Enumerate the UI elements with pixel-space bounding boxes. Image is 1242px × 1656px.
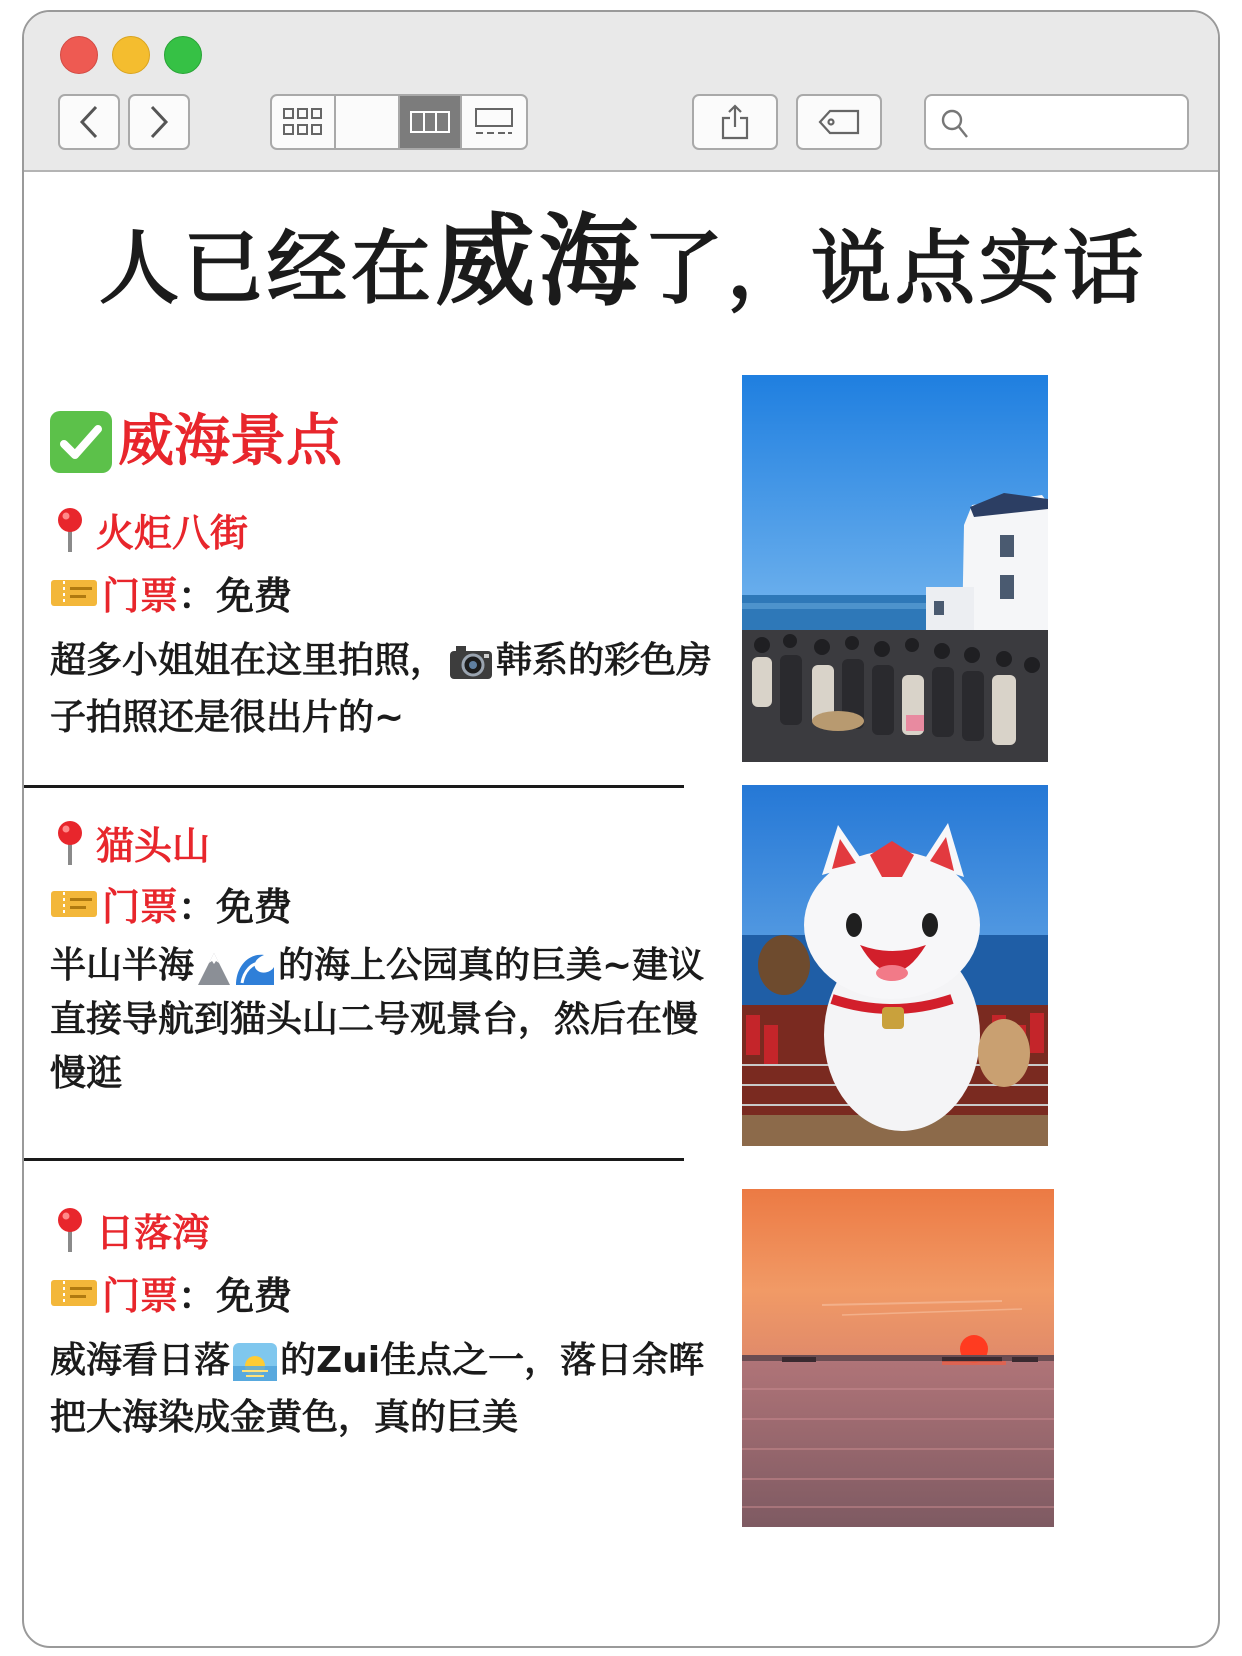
camera-icon <box>448 642 494 682</box>
check-mark-icon <box>50 411 112 473</box>
column-view-button[interactable] <box>400 96 462 148</box>
sunrise-icon <box>232 1342 278 1382</box>
section-divider <box>24 785 684 788</box>
headline-part-1: 人已经在 <box>99 222 435 315</box>
tag-button[interactable] <box>796 94 882 150</box>
spot-description: 半山半海 的海上公园真的巨美~建议直接导航到猫头山二号观景台，然后在慢慢逛 <box>50 945 705 1094</box>
spot-description: 超多小姐姐在这里拍照， 韩系的彩色房子拍照还是很出片的~ <box>50 640 713 738</box>
window-toolbar <box>24 12 1218 172</box>
page-headline <box>24 203 1220 320</box>
location-pin-icon <box>50 1206 90 1254</box>
chevron-right-icon <box>148 104 170 140</box>
search-icon <box>940 108 970 140</box>
column-view-icon <box>409 110 451 134</box>
section-title <box>50 407 342 477</box>
zoom-window-button[interactable] <box>164 36 202 74</box>
spot-name: 火炬八街 <box>96 511 249 555</box>
ticket-icon <box>50 1277 98 1309</box>
ticket-row <box>50 1265 730 1320</box>
ticket-row <box>50 876 730 931</box>
spot-photo-3 <box>742 1189 1054 1527</box>
ticket-label: 门票 <box>102 885 179 929</box>
spot-name-row <box>50 1202 730 1257</box>
share-button[interactable] <box>692 94 778 150</box>
gallery-view-icon <box>473 107 515 137</box>
share-icon <box>720 103 750 141</box>
close-window-button[interactable] <box>60 36 98 74</box>
ticket-icon <box>50 577 98 609</box>
ticket-icon <box>50 888 98 920</box>
spot-card-2 <box>50 815 730 1101</box>
grid-view-button[interactable] <box>272 96 336 148</box>
ticket-value: ：免费 <box>178 1274 293 1318</box>
view-mode-segmented-control <box>270 94 528 150</box>
headline-part-3: 了，说点实话 <box>643 222 1147 315</box>
mountain-wave-icon <box>196 947 276 987</box>
ticket-label: 门票 <box>102 574 179 618</box>
back-button[interactable] <box>58 94 120 150</box>
chevron-left-icon <box>78 104 100 140</box>
spot-photo-1 <box>742 375 1048 762</box>
spot-photo-2 <box>742 785 1048 1146</box>
browser-window <box>22 10 1220 1648</box>
ticket-row <box>50 565 730 620</box>
search-field[interactable] <box>924 94 1189 150</box>
spot-name: 猫头山 <box>96 824 211 868</box>
ticket-label: 门票 <box>102 1274 179 1318</box>
location-pin-icon <box>50 506 90 554</box>
section-title-text: 威海景点 <box>118 409 342 474</box>
tag-icon <box>818 108 860 136</box>
ticket-value: ：免费 <box>178 885 293 929</box>
spot-name-row <box>50 502 730 557</box>
spot-card-3 <box>50 1202 730 1446</box>
spot-name-row <box>50 815 730 870</box>
spot-name: 日落湾 <box>96 1211 211 1255</box>
ticket-value: ：免费 <box>178 574 293 618</box>
section-divider <box>24 1158 684 1161</box>
spot-card-1 <box>50 502 730 746</box>
list-view-button[interactable] <box>336 96 400 148</box>
grid-view-icon <box>282 107 324 137</box>
forward-button[interactable] <box>128 94 190 150</box>
minimize-window-button[interactable] <box>112 36 150 74</box>
headline-city: 威海 <box>435 203 643 320</box>
spot-description: 威海看日落 的Zui佳点之一，落日余晖把大海染成金黄色，真的巨美 <box>50 1340 705 1438</box>
location-pin-icon <box>50 819 90 867</box>
gallery-view-button[interactable] <box>462 96 526 148</box>
